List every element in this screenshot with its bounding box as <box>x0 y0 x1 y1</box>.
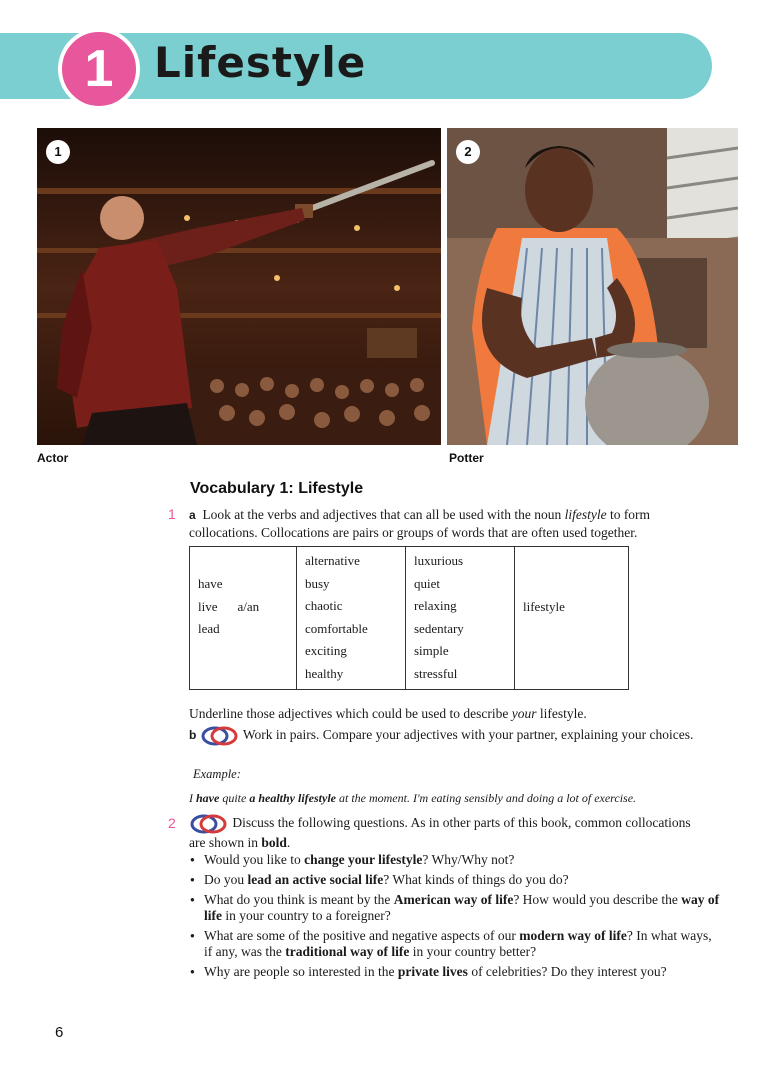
adjective: comfortable <box>305 620 368 636</box>
adjective: simple <box>414 643 449 659</box>
adjectives-col2 <box>406 547 515 690</box>
verb-have: have <box>198 576 223 591</box>
example-sentence: I have quite a healthy lifestyle at the moment. I'm eating sensibly and doing a lot of exercise. <box>189 791 637 805</box>
adjective: alternative <box>305 553 360 568</box>
potter-illustration <box>447 128 738 445</box>
pair-work-icon <box>200 726 240 746</box>
verb-live: live <box>198 598 218 614</box>
list-item: ● What are some of the positive and negative aspects of our modern way of life? In what ways, if any, was the traditional way of life in your country better? <box>190 928 720 960</box>
section-title: Vocabulary 1: Lifestyle <box>190 480 364 497</box>
photo-actor <box>37 128 441 445</box>
photo-caption-potter: Potter <box>449 451 484 465</box>
verb-lead: lead <box>198 621 220 637</box>
adjective: quiet <box>414 575 440 591</box>
list-item: ● What do you think is meant by the American way of life? How would you describe the way of life in your country to a foreigner? <box>190 892 720 924</box>
unit-title: Lifestyle <box>154 38 367 87</box>
exercise-2-instructions: Discuss the following questions. As in other parts of this book, common collocations are shown in bold. <box>189 815 691 850</box>
adjective: stressful <box>414 665 458 681</box>
photo-number-2: 2 <box>456 140 480 164</box>
adjective: luxurious <box>414 553 464 568</box>
article-a-an: a/an <box>237 598 260 614</box>
discussion-icon <box>189 814 229 834</box>
sub-letter-b: b <box>189 728 197 743</box>
actor-illustration <box>37 128 441 445</box>
discussion-questions <box>190 852 720 984</box>
list-item: ● Why are people so interested in the private lives of celebrities? Do they interest you? <box>190 964 720 980</box>
photo-potter <box>447 128 738 445</box>
adjectives-col1 <box>297 547 406 690</box>
example-label: Example: <box>193 767 241 781</box>
sub-letter-a: a <box>189 508 196 522</box>
underline-instructions: Underline those adjectives which could be used to describe your lifestyle. <box>189 706 587 721</box>
photo-caption-actor: Actor <box>37 451 69 465</box>
adjective: chaotic <box>305 598 343 614</box>
unit-number-badge: 1 <box>58 28 140 110</box>
exercise-1b-instructions: b Work in pairs. Compare your adjectives with your partner, explaining your choices. <box>189 726 709 746</box>
exercise-number-2: 2 <box>168 815 176 831</box>
adjective: busy <box>305 575 330 591</box>
exercise-1a-instructions: a Look at the verbs and adjectives that can all be used with the noun lifestyle to form collocations. Collocations are pairs or groups of words that are often used together. <box>189 507 651 540</box>
noun-lifestyle: lifestyle <box>523 599 565 614</box>
adjective: exciting <box>305 643 347 659</box>
page-number: 6 <box>55 1024 64 1041</box>
photo-number-1: 1 <box>46 140 70 164</box>
collocation-table <box>189 546 629 690</box>
adjective: sedentary <box>414 620 464 636</box>
list-item: ● Would you like to change your lifestyle? Why/Why not? <box>190 852 720 868</box>
list-item: ● Do you lead an active social life? What kinds of things do you do? <box>190 872 720 888</box>
noun-cell <box>515 547 629 690</box>
verbs-cell <box>190 547 297 690</box>
adjective: healthy <box>305 665 344 681</box>
exercise-number-1: 1 <box>168 506 176 522</box>
adjective: relaxing <box>414 598 457 614</box>
